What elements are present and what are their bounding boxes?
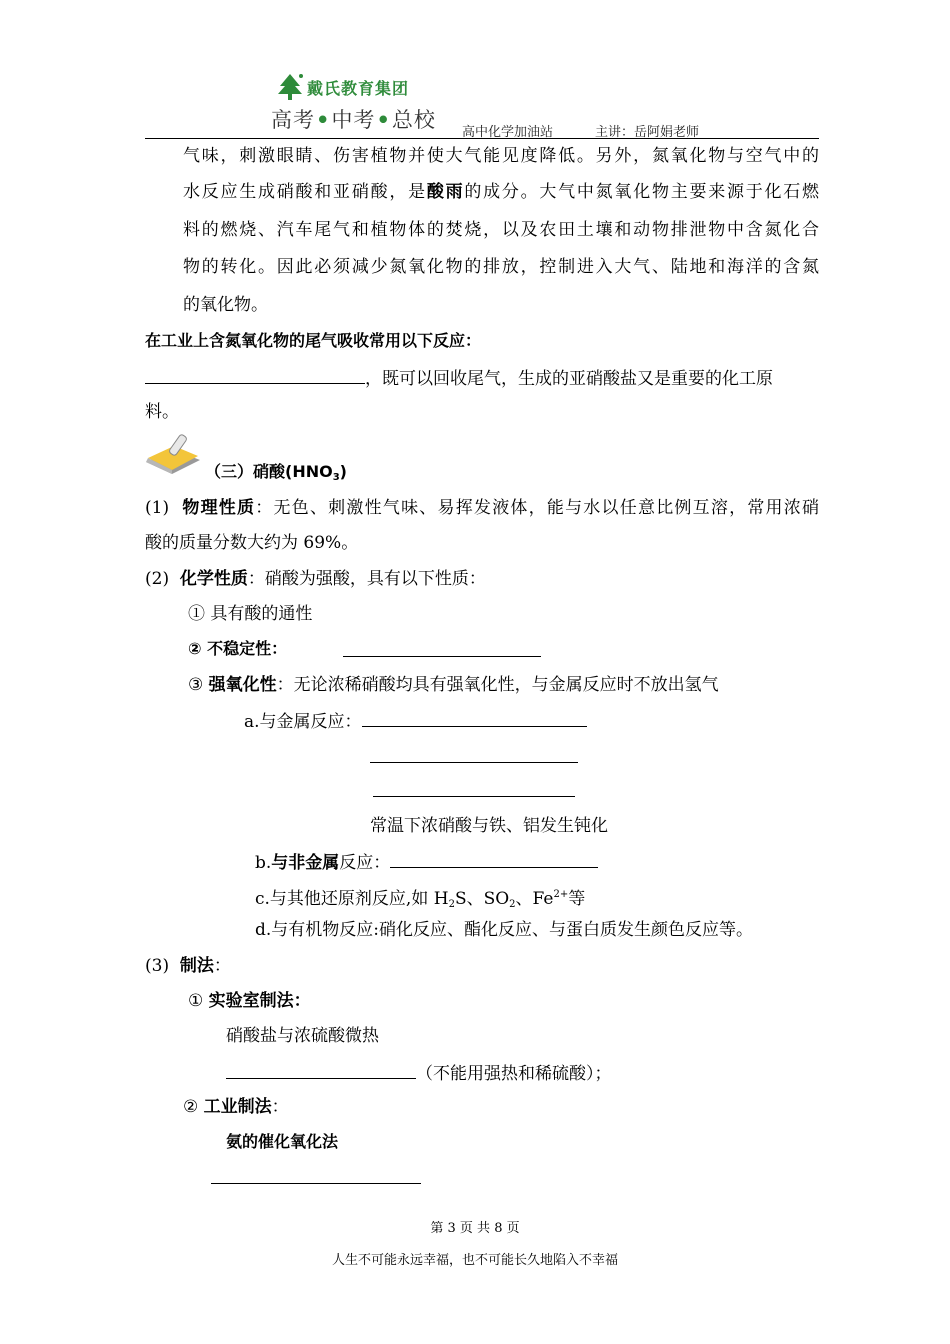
absorption-line: 料。 [145,402,179,422]
chemical-heading: (2) 化学性质：硝酸为强酸，具有以下性质： [145,569,486,589]
para-line: 的氧化物。 [183,295,268,315]
lab-prep-blank-line: （不能用强热和稀硫酸）； [226,1060,612,1085]
section-title: （三）硝酸$(HNO_3)$ [205,462,347,483]
book-pen-icon [144,432,202,476]
physical-line: (1) 物理性质：无色、刺激性气味、易挥发液体，能与水以任意比例互溶，常用浓硝 [145,498,820,518]
answer-blank [373,778,575,797]
answer-blank [145,365,365,384]
header-site-name: 高中化学加油站 [462,125,554,140]
answer-blank [390,849,598,868]
para-line: 物的转化。因此必须减少氮氧化物的排放，控制进入大气、陆地和海洋的含氮 [183,257,819,277]
organic-reaction-line: d.与有机物反应:硝化反应、酯化反应、与蛋白质发生颜色反应等。 [255,920,754,940]
para-line: 气味，刺激眼睛、伤害植物并使大气能见度降低。另外，氮氧化物与空气中的 [183,146,819,166]
page-number: 第 3 页 共 8 页 [430,1221,520,1236]
answer-blank [343,638,541,657]
prep-heading: (3) 制法： [145,956,231,976]
passivation-note: 常温下浓硝酸与铁、铝发生钝化 [370,816,608,836]
reductant-reaction-line: c.与其他还原剂反应,如 $H_2S$、$SO_2$、$Fe^{2+}$等 [255,889,586,910]
absorption-line: ，既可以回收尾气，生成的亚硝酸盐又是重要的化工原 [145,365,773,390]
footer-motto: 人生不可能永远幸福，也不可能长久地陷入不幸福 [331,1253,618,1268]
nonmetal-reaction-line: b.与非金属反应： [255,849,598,874]
industrial-prep-heading: ② 工业制法： [183,1097,289,1117]
para-line: 水反应生成硝酸和亚硝酸，是酸雨的成分。大气中氮氧化物主要来源于化石燃 [183,182,820,202]
chemical-item-2: ② 不稳定性： [188,639,288,658]
page-header [145,68,819,139]
answer-blank [370,744,578,763]
industrial-method: 氨的催化氧化法 [226,1132,339,1151]
physical-line: 酸的质量分数大约为 69%。 [145,533,359,553]
chemical-item-1: ① 具有酸的通性 [188,604,313,624]
header-lecturer: 主讲：岳阿娟老师 [595,125,700,140]
answer-blank [211,1165,421,1184]
acid-rain-term: 酸雨 [426,182,465,202]
absorption-heading: 在工业上含氮氧化物的尾气吸收常用以下反应： [145,331,482,350]
answer-blank [226,1060,416,1079]
tree-logo-icon [275,72,305,102]
answer-blank [362,708,587,727]
brand-slogan: 高考•中考•总校 [271,108,436,132]
metal-reaction-line: a.与金属反应： [244,708,587,733]
para-line: 料的燃烧、汽车尾气和植物体的焚烧，以及农田土壤和动物排泄物中含氮化合 [183,220,819,240]
lab-prep-heading: ① 实验室制法： [188,991,311,1011]
chemical-item-3: ③ 强氧化性：无论浓稀硝酸均具有强氧化性，与金属反应时不放出氢气 [188,675,719,695]
brand-name: 戴氏教育集团 [307,79,410,98]
lab-prep-text: 硝酸盐与浓硫酸微热 [226,1026,379,1046]
